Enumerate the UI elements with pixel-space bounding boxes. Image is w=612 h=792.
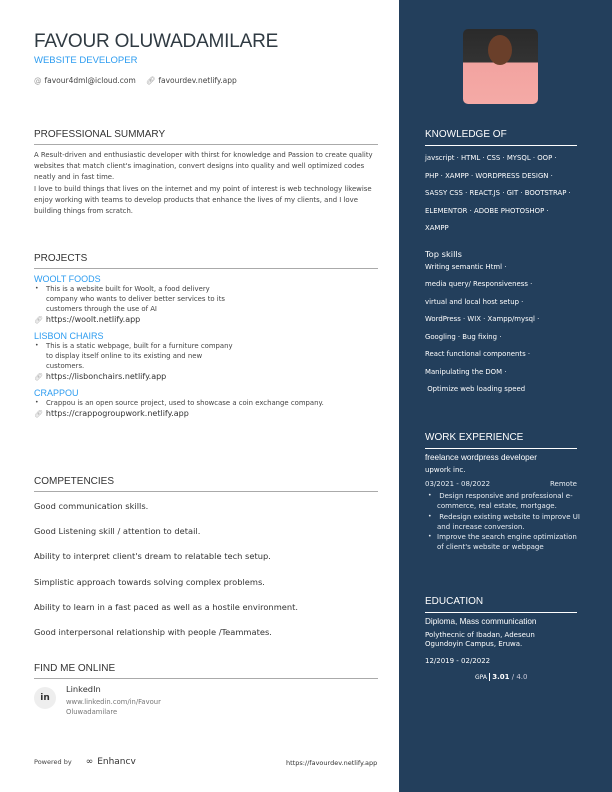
contact-info xyxy=(34,76,237,85)
top-skill: React functional components · xyxy=(425,350,531,358)
summary-section xyxy=(34,129,378,217)
summary-text: I love to build things that lives on the internet and my point of interest is web technology likewise enjoy working with teams to develop products that enhance the lives of my clients, and I love building things from scratch. xyxy=(34,184,372,216)
at-icon: @ xyxy=(34,76,42,85)
project-bullet: • Crappou is an open source project, used to showcase a coin exchange company. xyxy=(34,398,374,408)
candidate-role: WEBSITE DEVELOPER xyxy=(34,55,138,66)
project-name: CRAPPOU xyxy=(34,388,79,398)
work-section xyxy=(425,432,585,553)
knowledge-line: XAMPP xyxy=(425,224,449,232)
job-title: freelance wordpress developer xyxy=(425,453,537,462)
knowledge-line: PHP · XAMPP · WORDPRESS DESIGN · xyxy=(425,171,553,180)
project-link[interactable] xyxy=(34,315,378,324)
gpa xyxy=(475,673,585,681)
online-section xyxy=(34,663,378,717)
top-skill: Writing semantic Html · xyxy=(425,262,507,271)
competency: Simplistic approach towards solving complex problems. xyxy=(34,576,265,587)
network-url: www.linkedin.com/in/Favour Oluwadamilare xyxy=(66,698,161,716)
gpa-value: 3.01 xyxy=(489,673,509,681)
section-title: FIND ME ONLINE xyxy=(34,663,378,679)
degree: Diploma, Mass communication xyxy=(425,617,537,626)
enhancv-logo[interactable] xyxy=(86,757,136,767)
company: upwork inc. xyxy=(425,466,466,474)
section-title: WORK EXPERIENCE xyxy=(425,432,577,449)
link-text: https://crappogroupwork.netlify.app xyxy=(45,409,189,418)
link-text: https://lisbonchairs.netlify.app xyxy=(45,372,167,381)
enhancv-logo-icon: ∞ xyxy=(85,757,94,767)
knowledge-section xyxy=(425,129,585,399)
gpa-max: / 4.0 xyxy=(511,673,528,681)
candidate-name: FAVOUR OLUWADAMILARE xyxy=(34,31,279,52)
top-skill: virtual and local host setup · xyxy=(425,297,524,306)
section-title: EDUCATION xyxy=(425,596,577,613)
top-skill: Googling · Bug fixing · xyxy=(425,332,502,341)
competency: Good Listening skill / attention to detail. xyxy=(34,526,201,537)
knowledge-line: ELEMENTOR · ADOBE PHOTOSHOP · xyxy=(425,206,549,215)
job-location: Remote xyxy=(549,480,577,488)
powered-by xyxy=(34,757,136,767)
section-title: COMPETENCIES xyxy=(34,476,378,492)
top-skill: Manipulating the DOM · xyxy=(425,367,507,376)
section-title: PROFESSIONAL SUMMARY xyxy=(34,129,378,145)
projects-section xyxy=(34,253,378,425)
network-name: LinkedIn xyxy=(66,684,101,694)
link-icon: 🔗︎ xyxy=(34,410,43,418)
competency: Ability to interpret client's dream to relatable tech setup. xyxy=(34,551,271,562)
summary-text: A Result-driven and enthusiastic developer with thirst for knowledge and Passion to create quality websites that match client's imagination, convert designs into quality and well optimized codes neatly and in fast time. xyxy=(34,151,373,182)
linkedin-link[interactable] xyxy=(66,684,186,717)
project-link[interactable] xyxy=(34,409,378,418)
link-text: https://woolt.netlify.app xyxy=(45,315,141,324)
gpa-label: GPA xyxy=(475,674,487,681)
project-bullet: • This is a static webpage, built for a furniture company to display itself online to its existing and new customers. xyxy=(34,341,234,371)
email-text: favour4dml@icloud.com xyxy=(44,76,136,85)
education-dates: 12/2019 - 02/2022 xyxy=(425,657,491,665)
project-bullet: • This is a website built for Woolt, a food delivery company who wants to deliver better services to its customers through the use of AI xyxy=(34,284,234,314)
project-name: WOOLT FOODS xyxy=(34,274,101,284)
top-skill: media query/ Responsiveness · xyxy=(425,280,533,288)
competency: Ability to learn in a fast paced as well as a hostile environment. xyxy=(34,601,299,612)
project-name: LISBON CHAIRS xyxy=(34,331,104,341)
job-bullet: • Improve the search engine optimization of client's website or webpage xyxy=(425,532,580,553)
project-link[interactable] xyxy=(34,372,378,381)
linkedin-icon: in xyxy=(34,687,56,709)
competency: Good communication skills. xyxy=(34,501,149,511)
competency: Good interpersonal relationship with people /Teammates. xyxy=(34,626,272,637)
powered-label: Powered by xyxy=(34,758,72,766)
job-bullet: • Design responsive and professional e-commerce, real estate, mortgage. xyxy=(425,491,580,512)
footer-url[interactable]: https://favourdev.netlify.app xyxy=(286,759,378,767)
brand-name: Enhancv xyxy=(97,757,136,767)
job-dates: 03/2021 - 08/2022 xyxy=(425,480,491,488)
link-icon: 🔗︎ xyxy=(34,316,43,324)
email[interactable] xyxy=(34,76,136,85)
top-skill: WordPress · WIX · Xampp/mysql · xyxy=(425,315,540,323)
job-bullet: • Redesign existing website to improve UI and increase conversion. xyxy=(425,512,580,533)
link-icon: 🔗︎ xyxy=(145,76,156,85)
school: Polythecnic of Ibadan, Adeseun Ogundoyin Campus, Eruwa. xyxy=(425,631,535,648)
knowledge-line: SASSY CSS · REACT.JS · GIT · BOOTSTRAP · xyxy=(425,189,571,197)
section-title: KNOWLEDGE OF xyxy=(425,129,577,146)
link-icon: 🔗︎ xyxy=(34,373,43,381)
website[interactable] xyxy=(146,76,237,85)
knowledge-line: javscript · HTML · CSS · MYSQL · OOP · xyxy=(425,154,557,162)
competencies-section xyxy=(34,476,378,648)
website-text: favourdev.netlify.app xyxy=(158,76,237,85)
education-section xyxy=(425,596,585,681)
profile-photo xyxy=(463,29,538,104)
top-skills-title: Top skills xyxy=(425,248,463,259)
section-title: PROJECTS xyxy=(34,253,378,269)
top-skill: Optimize web loading speed xyxy=(425,385,526,393)
